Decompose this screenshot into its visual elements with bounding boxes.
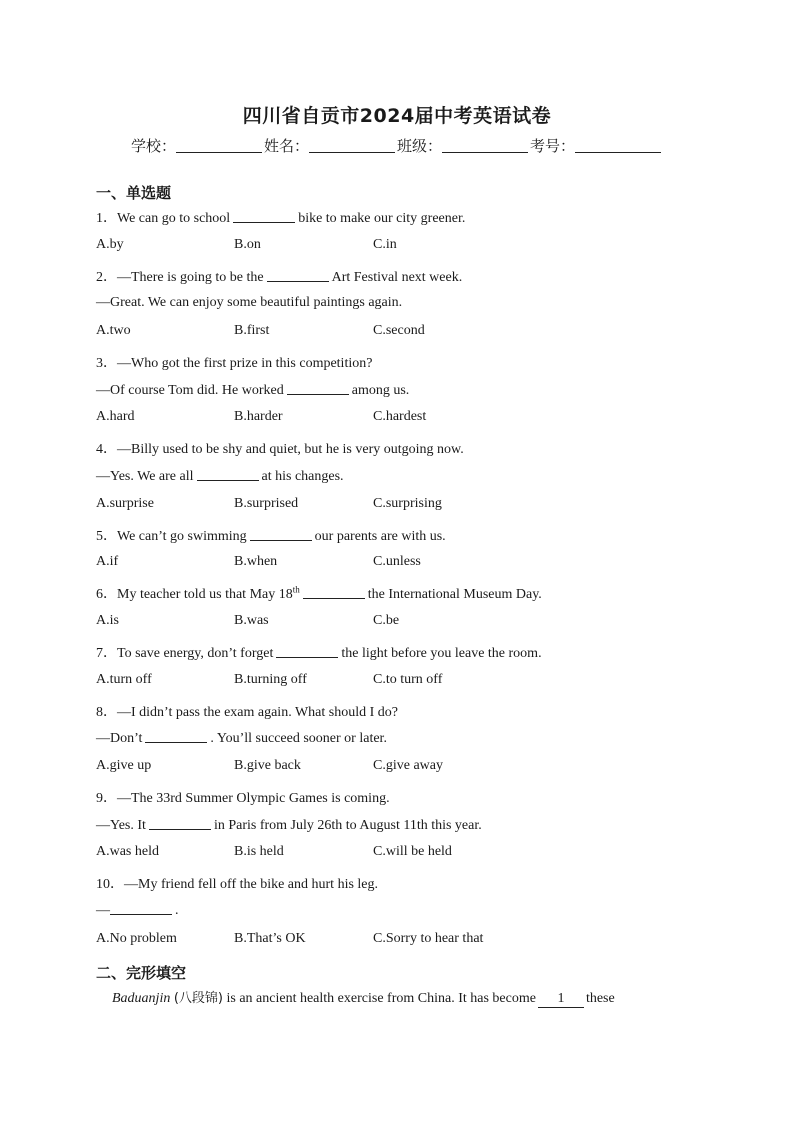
class-label: 班级：: [397, 137, 443, 155]
section-title-single-choice: 一、单选题: [96, 184, 172, 202]
option-b: B.on: [234, 237, 261, 252]
question-4-reply: [96, 468, 344, 485]
question-3-reply: [96, 382, 409, 399]
exam-title: 四川省自贡市2024届中考英语试卷: [242, 105, 552, 127]
question-8: 8．—I didn’t pass the exam again. What should I do?: [96, 705, 398, 720]
question-text: the International Museum Day.: [367, 587, 542, 602]
exam-number-label: 考号：: [530, 137, 576, 155]
option-a: A.hard: [96, 409, 135, 424]
question-10: 10．—My friend fell off the bike and hurt his leg.: [96, 877, 379, 892]
option-b: B.was: [234, 613, 269, 628]
question-text: among us.: [351, 383, 410, 398]
question-text: . You’ll succeed sooner or later.: [210, 731, 387, 746]
passage-chinese-term: (八段锦): [173, 991, 223, 1006]
option-b: B.harder: [234, 409, 283, 424]
passage-tail: these: [585, 991, 615, 1006]
answer-blank: [276, 645, 338, 658]
option-a: A.give up: [96, 758, 152, 773]
option-c: C.to turn off: [373, 672, 443, 687]
answer-blank: [303, 586, 365, 599]
passage-italic-term: Baduanjin: [112, 991, 171, 1006]
cloze-passage-line: [112, 987, 697, 1008]
option-b: B.when: [234, 554, 278, 569]
question-2-reply: —Great. We can enjoy some beautiful paintings again.: [96, 295, 403, 310]
option-c: C.will be held: [373, 844, 452, 859]
name-label: 姓名：: [263, 137, 309, 155]
question-text: 1．We can go to school: [96, 211, 231, 226]
question-7: [96, 642, 542, 662]
option-c: C.second: [373, 323, 425, 338]
question-text: 5．We can’t go swimming: [96, 529, 247, 544]
option-c: C.Sorry to hear that: [373, 931, 484, 946]
answer-blank: [233, 210, 295, 223]
option-c: C.surprising: [373, 496, 442, 511]
question-9: 9．—The 33rd Summer Olympic Games is coming.: [96, 791, 390, 806]
question-text: —Yes. It: [96, 818, 146, 833]
option-a: A.two: [96, 323, 131, 338]
option-b: B.first: [234, 323, 270, 338]
answer-blank: [267, 269, 329, 282]
option-b: B.That’s OK: [234, 931, 306, 946]
answer-blank: [110, 902, 172, 915]
question-text: .: [175, 903, 179, 918]
exam-number-blank[interactable]: [575, 138, 661, 153]
option-a: A.No problem: [96, 931, 177, 946]
school-label: 学校：: [130, 137, 176, 155]
answer-blank: [287, 382, 349, 395]
option-a: A.by: [96, 237, 124, 252]
option-b: B.surprised: [234, 496, 299, 511]
option-b: B.turning off: [234, 672, 307, 687]
option-a: A.turn off: [96, 672, 152, 687]
superscript: th: [292, 584, 300, 595]
passage-text: is an ancient health exercise from China. It has become: [226, 991, 536, 1006]
school-blank[interactable]: [176, 138, 262, 153]
question-1: [96, 207, 465, 227]
student-info-line: [0, 135, 794, 156]
option-a: A.if: [96, 554, 119, 569]
question-text: —: [96, 903, 110, 918]
option-a: A.surprise: [96, 496, 154, 511]
option-c: C.be: [373, 613, 400, 628]
question-8-reply: [96, 730, 387, 747]
answer-blank: [145, 730, 207, 743]
question-2: [96, 266, 462, 286]
question-10-reply: [96, 902, 179, 919]
option-c: C.give away: [373, 758, 443, 773]
question-text: our parents are with us.: [314, 529, 446, 544]
question-4: 4．—Billy used to be shy and quiet, but he is very outgoing now.: [96, 442, 464, 457]
option-a: A.was held: [96, 844, 159, 859]
option-c: C.hardest: [373, 409, 427, 424]
question-6: [96, 583, 542, 603]
question-text: Art Festival next week.: [331, 270, 463, 285]
section-title-cloze: 二、完形填空: [96, 964, 187, 982]
option-a: A.is: [96, 613, 119, 628]
question-text: 2．—There is going to be the: [96, 270, 264, 285]
question-5: [96, 525, 446, 545]
option-b: B.is held: [234, 844, 284, 859]
question-text: —Don’t: [96, 731, 143, 746]
option-c: C.in: [373, 237, 397, 252]
answer-blank: [250, 528, 312, 541]
class-blank[interactable]: [442, 138, 528, 153]
question-3: 3．—Who got the first prize in this competition?: [96, 356, 373, 371]
question-text: bike to make our city greener.: [298, 211, 466, 226]
question-text: —Yes. We are all: [96, 469, 194, 484]
question-text: in Paris from July 26th to August 11th this year.: [213, 818, 482, 833]
question-text: the light before you leave the room.: [341, 646, 542, 661]
name-blank[interactable]: [309, 138, 395, 153]
question-text: —Of course Tom did. He worked: [96, 383, 284, 398]
option-c: C.unless: [373, 554, 421, 569]
answer-blank: [197, 468, 259, 481]
question-text: 7．To save energy, don’t forget: [96, 646, 274, 661]
question-text: at his changes.: [261, 469, 344, 484]
answer-blank: [149, 817, 211, 830]
question-text: 6．My teacher told us that May 18: [96, 587, 293, 602]
cloze-blank-1: 1: [538, 991, 584, 1008]
question-9-reply: [96, 817, 482, 834]
option-b: B.give back: [234, 758, 301, 773]
